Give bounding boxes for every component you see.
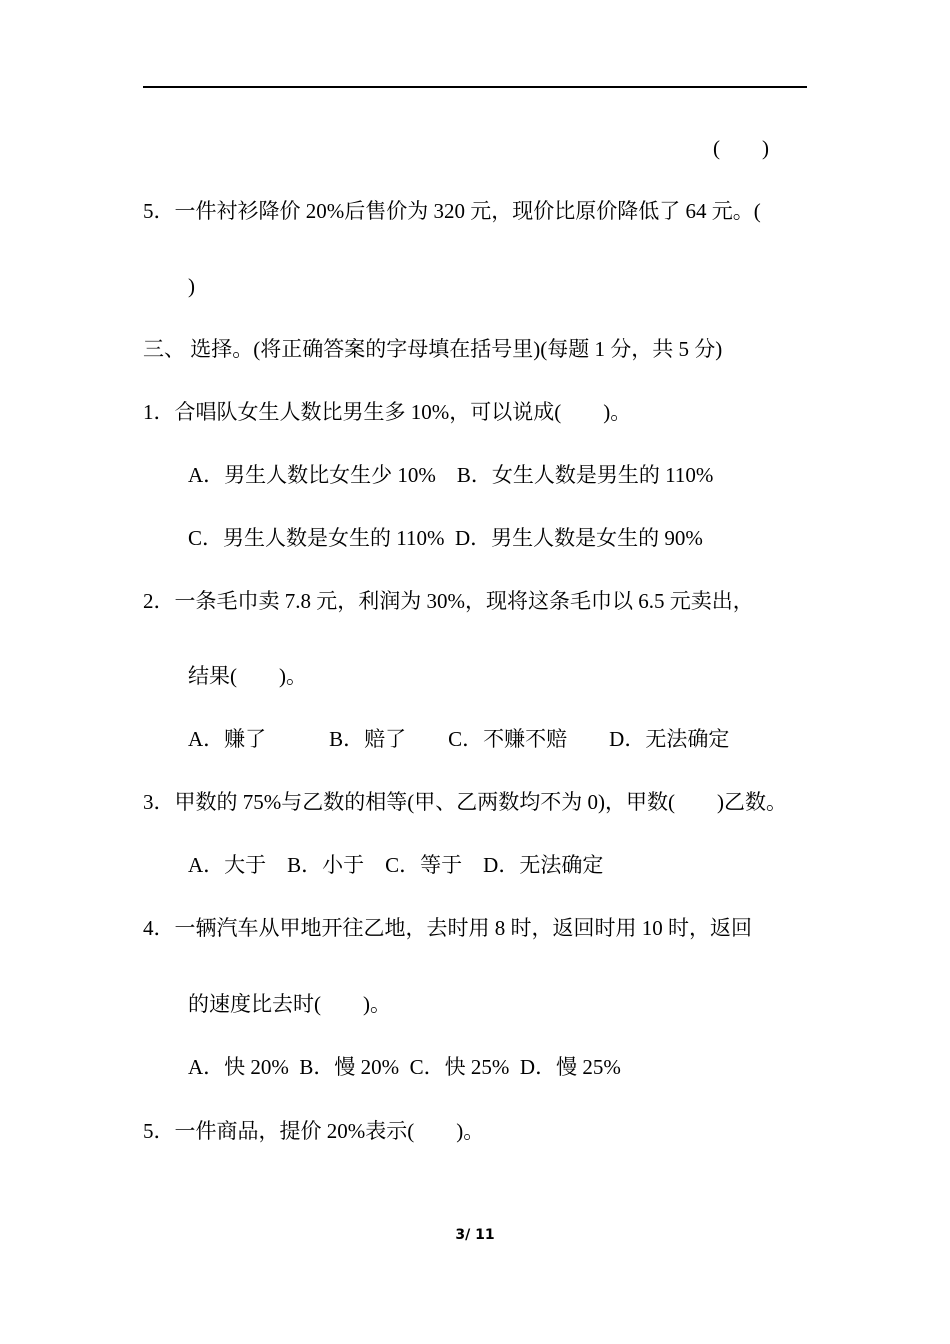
judge-question-5-bracket: ) <box>188 274 195 298</box>
question-2-stem: 2．一条毛巾卖 7.8 元，利润为 30%，现将这条毛巾以 6.5 元卖出， <box>143 589 754 613</box>
question-2-options: A．赚了 B．赔了 C．不赚不赔 D．无法确定 <box>188 727 730 751</box>
header-rule <box>143 86 807 88</box>
question-1-stem: 1．合唱队女生人数比男生多 10%，可以说成( )。 <box>143 400 632 424</box>
section-3-header: 三、 选择。(将正确答案的字母填在括号里)(每题 1 分，共 5 分) <box>143 337 723 361</box>
question-3-stem: 3．甲数的 75%与乙数的相等(甲、乙两数均不为 0)，甲数( )乙数。 <box>143 790 787 814</box>
question-5-stem: 5．一件商品，提价 20%表示( )。 <box>143 1119 485 1143</box>
judge-question-5: 5．一件衬衫降价 20%后售价为 320 元，现价比原价降低了 64 元。( <box>143 199 761 223</box>
question-2-stem-cont: 结果( )。 <box>188 664 307 688</box>
question-3-options: A．大于 B．小于 C．等于 D．无法确定 <box>188 853 604 877</box>
question-4-stem-cont: 的速度比去时( )。 <box>188 992 391 1016</box>
question-4-options: A．快 20% B．慢 20% C．快 25% D．慢 25% <box>188 1055 621 1079</box>
question-4-stem: 4．一辆汽车从甲地开往乙地，去时用 8 时，返回时用 10 时，返回 <box>143 916 752 940</box>
answer-bracket: ( ) <box>713 136 769 160</box>
question-1-options-ab: A．男生人数比女生少 10% B．女生人数是男生的 110% <box>188 463 714 487</box>
question-1-options-cd: C．男生人数是女生的 110% D．男生人数是女生的 90% <box>188 526 703 550</box>
page-number: 3/ 11 <box>455 1227 495 1243</box>
